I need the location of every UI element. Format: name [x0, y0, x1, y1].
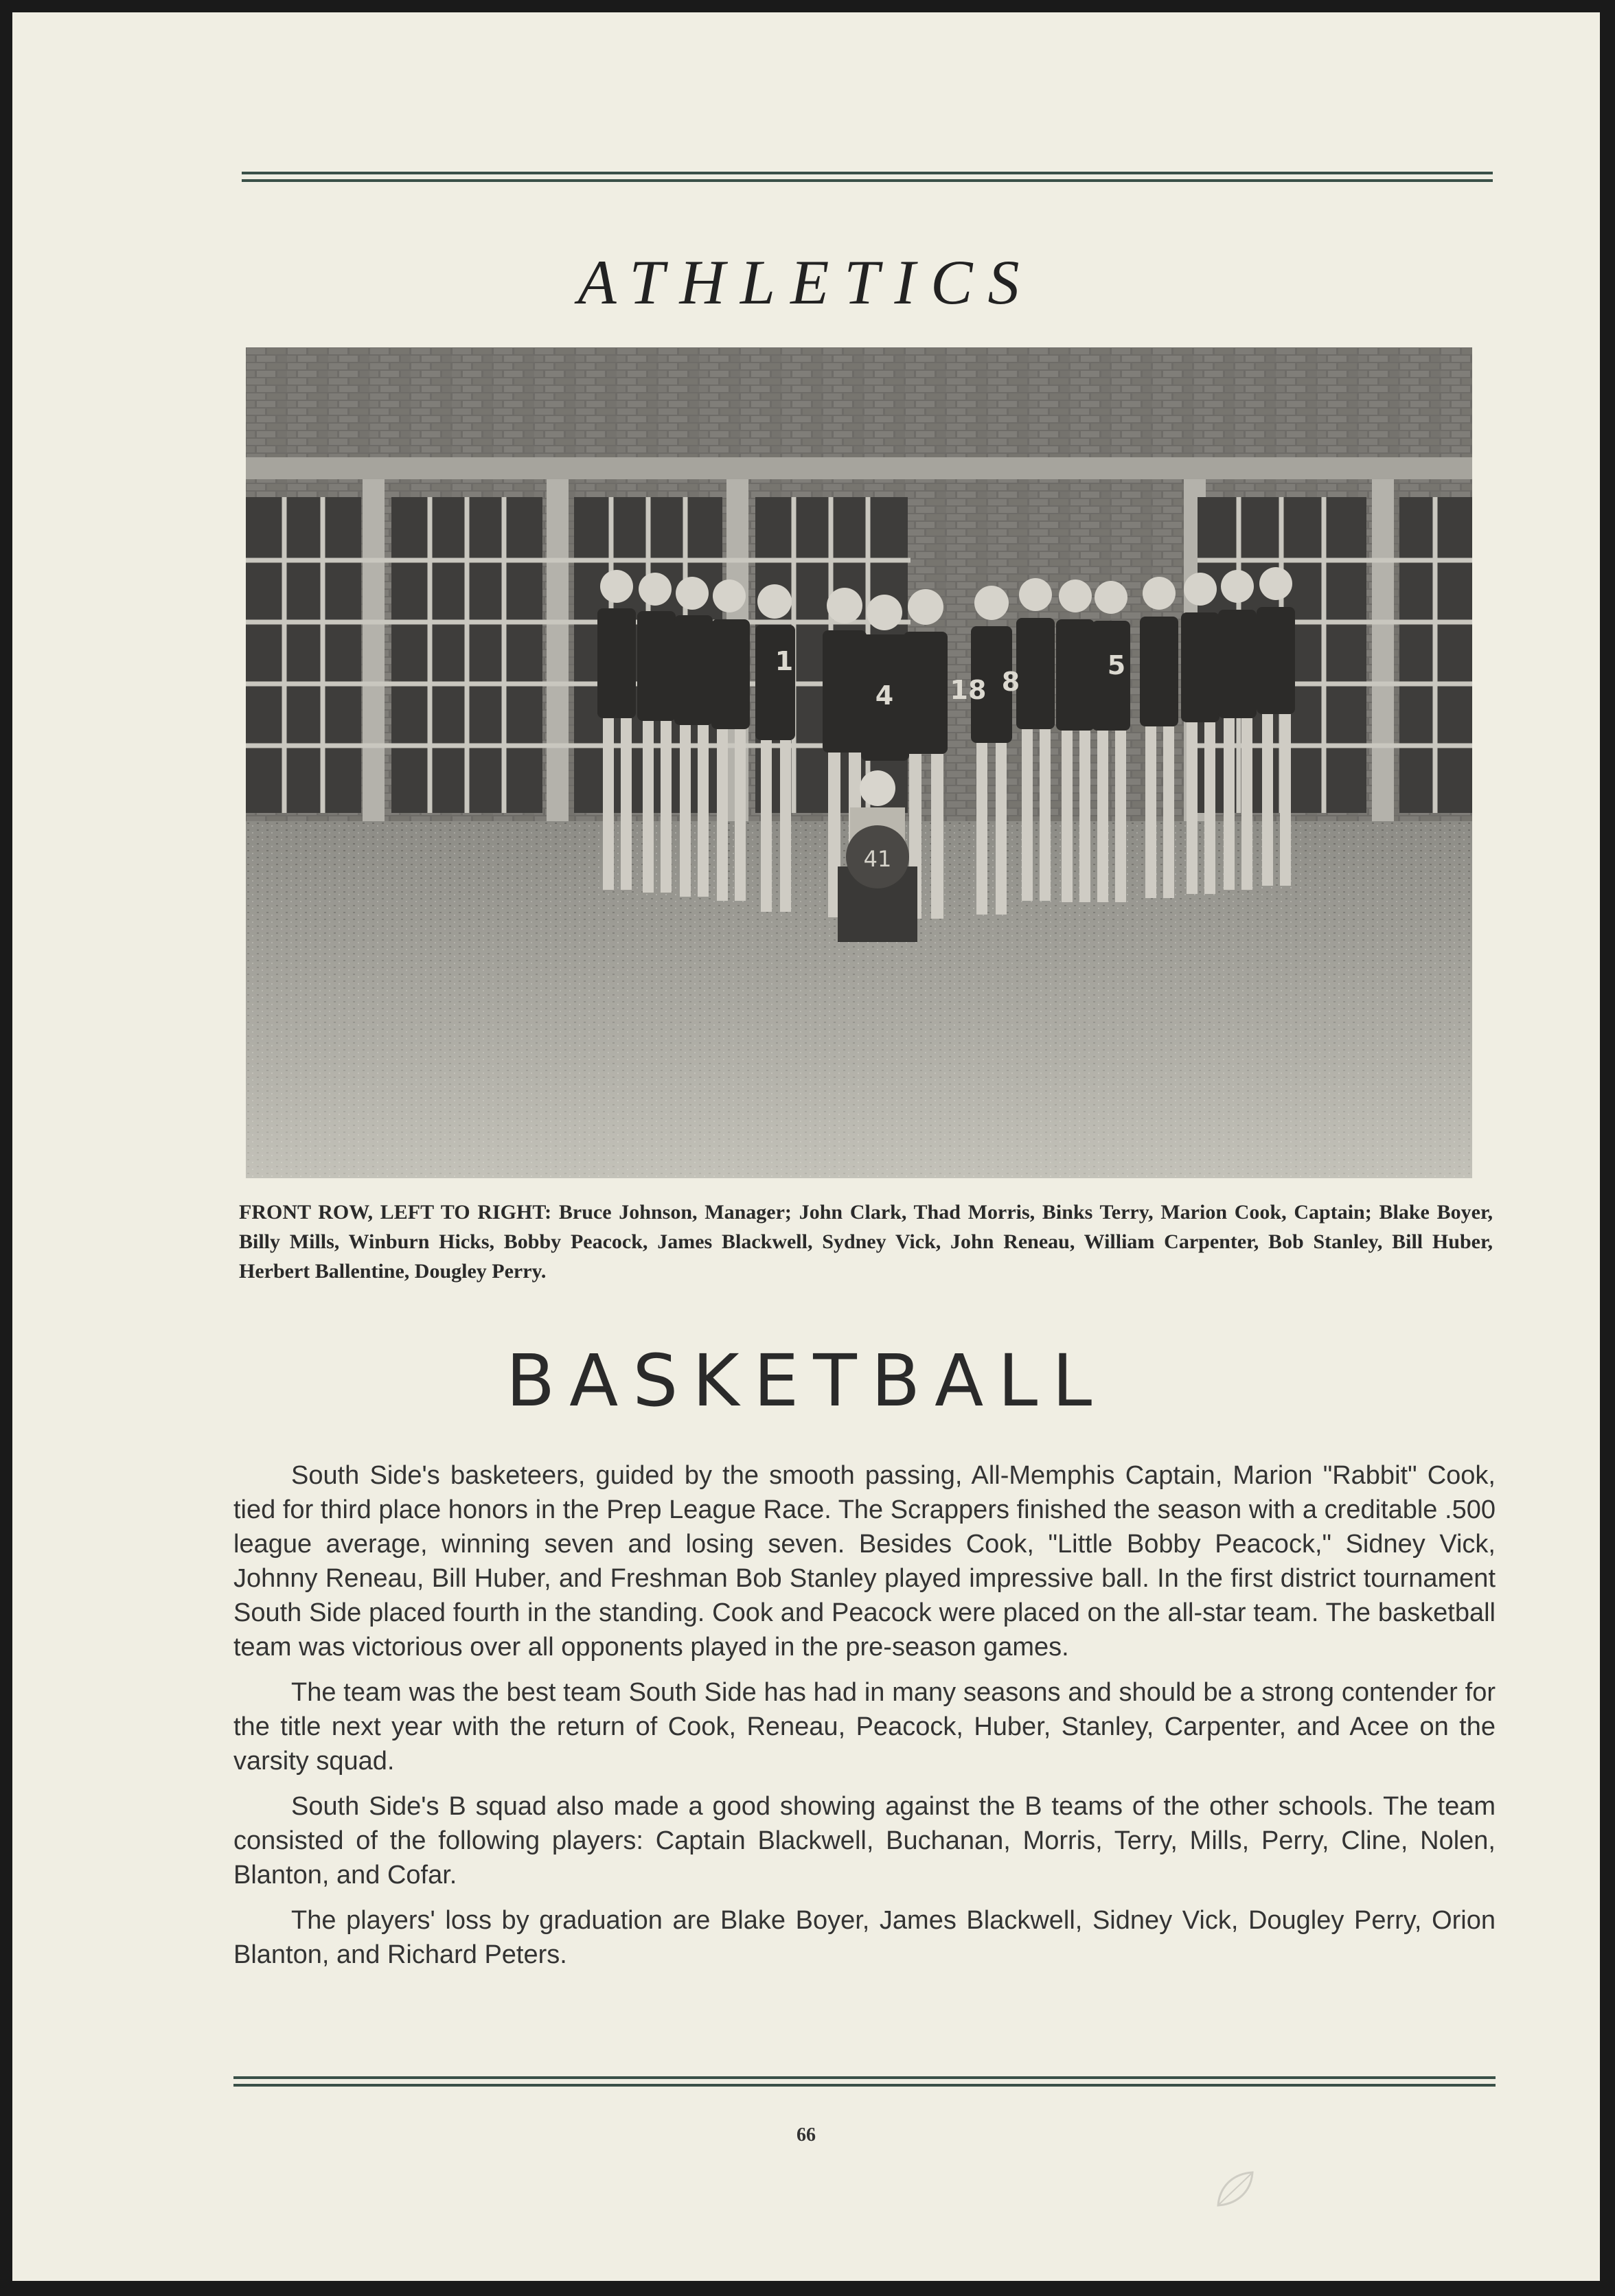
- paragraph: The team was the best team South Side has had in many seasons and should be a strong contender for the title next year with the return of Cook, Reneau, Peacock, Huber, Stanley, Carpenter, and Acee on the varsity squad.: [233, 1678, 1496, 1776]
- page-number: 66: [797, 2124, 816, 2146]
- paragraph: The players' loss by graduation are Blake Boyer, James Blackwell, Sidney Vick, Dougley Perry, Orion Blanton, and Richard Peters.: [233, 1906, 1496, 1969]
- jersey-number: 18: [950, 675, 987, 705]
- paragraph: South Side's basketeers, guided by the smooth passing, All-Memphis Captain, Marion "Rabbit" Cook, tied for third place honors in the Prep League Race. The Scrappers finished the season with a creditable .500 league average, winning seven and losing seven. Besides Cook, "Little Bobby Peacock," Sidney Vick, Johnny Reneau, Bill Huber, and Freshman Bob Stanley played impressive ball. In the first district tournament South Side placed fourth in the standing. Cook and Peacock were placed on the all-star team. The basketball team was victorious over all opponents played in the pre-season games.: [233, 1461, 1496, 1662]
- ball-number: 41: [863, 846, 892, 872]
- sport-heading: BASKETBALL: [505, 1339, 1107, 1423]
- article-body: [233, 1458, 1496, 1983]
- jersey-number: 8: [1001, 667, 1020, 697]
- jersey-number: 1: [775, 646, 794, 676]
- top-double-rule: [242, 172, 1493, 182]
- photo-caption: FRONT ROW, LEFT TO RIGHT: Bruce Johnson, Manager; John Clark, Thad Morris, Binks Terry, Marion Cook, Captain; Blake Boyer, Billy Mills, Winburn Hicks, Bobby Peacock, James Blackwell, Sydney Vick, John Reneau, William Carpenter, Bob Stanley, Bill Huber, Herbert Ballentine, Dougley Perry.: [239, 1201, 1493, 1283]
- section-title: ATHLETICS: [577, 247, 1035, 317]
- yearbook-page: [12, 12, 1600, 2281]
- paragraph: South Side's B squad also made a good showing against the B teams of the other schools. The team consisted of the following players: Captain Blackwell, Buchanan, Morris, Terry, Mills, Perry, Cline, Nolen, Blanton, and Cofar.: [233, 1792, 1496, 1890]
- team-photo: [246, 347, 1472, 1178]
- jersey-number: 4: [875, 680, 894, 711]
- jersey-number: 5: [1107, 650, 1126, 680]
- leaf-mark-icon: [1213, 2168, 1257, 2211]
- bottom-double-rule: [233, 2076, 1496, 2087]
